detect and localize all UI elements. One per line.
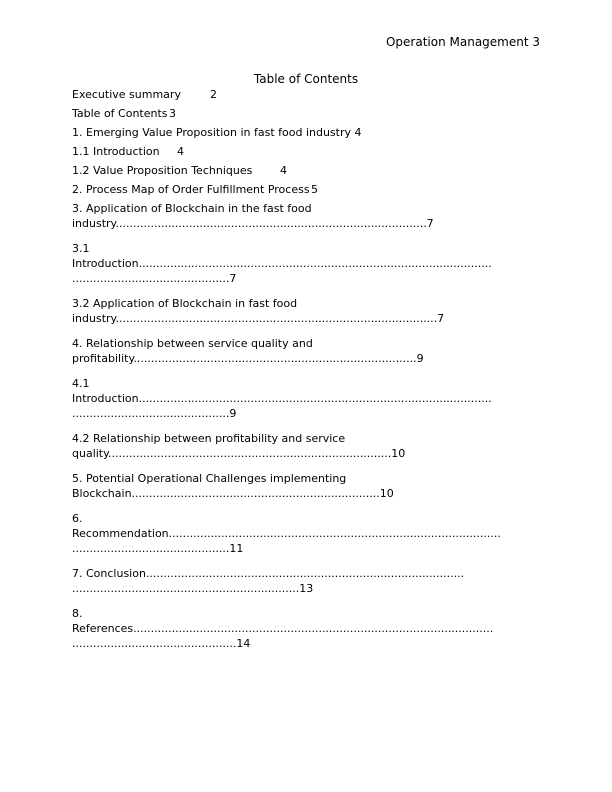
toc-entry-page: 2 (210, 88, 217, 101)
toc-entry-page: 3 (169, 107, 176, 120)
toc-entry-line: industry.........................................................................................7 (72, 217, 434, 230)
toc-entry-section-1[interactable] (72, 125, 542, 140)
toc-entry-line: Blockchain.......................................................................10 (72, 487, 394, 500)
toc-entry-line: 4. Relationship between service quality and (72, 337, 313, 350)
toc-entry-page: 4 (177, 145, 184, 158)
running-head: Operation Management 3 (385, 35, 540, 49)
toc-entry-section-3[interactable] (72, 201, 542, 231)
toc-entry-table-of-contents[interactable] (72, 106, 542, 121)
toc-entry-line: 3.1 (72, 242, 90, 255)
toc-entry-page: 4 (280, 164, 287, 177)
toc-entry-line: 6. (72, 512, 83, 525)
toc-entry-line: 4.2 Relationship between profitability and service (72, 432, 346, 445)
toc-entry-section-4-1[interactable] (72, 376, 542, 421)
toc-entry-line: .............................................11 (72, 542, 244, 555)
toc-entry-line: 4.1 (72, 377, 90, 390)
toc-entry-line: quality.................................................................................10 (72, 447, 406, 460)
toc-entry-line: 3.2 Application of Blockchain in fast food (72, 297, 298, 310)
toc-entry-line: industry............................................................................................7 (72, 312, 445, 325)
toc-entry-line: 8. (72, 607, 83, 620)
toc-entry-section-1-2[interactable] (72, 163, 542, 178)
toc-entry-section-6[interactable] (72, 511, 542, 556)
toc-entry-section-3-2[interactable] (72, 296, 542, 326)
toc-entry-section-7[interactable] (72, 566, 542, 596)
table-of-contents (72, 87, 542, 651)
toc-entry-label: 1. Emerging Value Proposition in fast food industry (72, 126, 352, 139)
toc-entry-section-4-2[interactable] (72, 431, 542, 461)
toc-entry-line: .................................................................13 (72, 582, 314, 595)
toc-entry-label: 1.2 Value Proposition Techniques (72, 164, 253, 177)
toc-entry-section-2[interactable] (72, 182, 542, 197)
toc-entry-label: Table of Contents (72, 107, 168, 120)
toc-entry-line: 3. Application of Blockchain in the fast food (72, 202, 312, 215)
toc-entry-section-8[interactable] (72, 606, 542, 651)
toc-entry-executive-summary[interactable] (72, 87, 542, 102)
toc-entry-line: References....................................................................................................... (72, 622, 494, 635)
toc-entry-page: 5 (311, 183, 318, 196)
toc-entry-line: Recommendation............................................................................................... (72, 527, 501, 540)
toc-entry-line: Introduction..................................................................................................... (72, 392, 492, 405)
toc-entry-line: .............................................7 (72, 272, 237, 285)
toc-entry-section-5[interactable] (72, 471, 542, 501)
toc-entry-section-3-1[interactable] (72, 241, 542, 286)
toc-entry-label: Executive summary (72, 88, 181, 101)
toc-entry-label: 2. Process Map of Order Fulfillment Process (72, 183, 310, 196)
toc-entry-line: Introduction..................................................................................................... (72, 257, 492, 270)
toc-entry-page: 4 (354, 126, 362, 139)
toc-entry-line: 7. Conclusion........................................................................................... (72, 567, 465, 580)
toc-entry-line: ...............................................14 (72, 637, 251, 650)
toc-entry-line: 5. Potential Operational Challenges implementing (72, 472, 347, 485)
toc-title: Table of Contents (253, 72, 359, 86)
toc-entry-label: 1.1 Introduction (72, 145, 160, 158)
toc-entry-line: .............................................9 (72, 407, 237, 420)
toc-entry-section-4[interactable] (72, 336, 542, 366)
toc-entry-line: profitability.................................................................................9 (72, 352, 424, 365)
toc-entry-section-1-1[interactable] (72, 144, 542, 159)
